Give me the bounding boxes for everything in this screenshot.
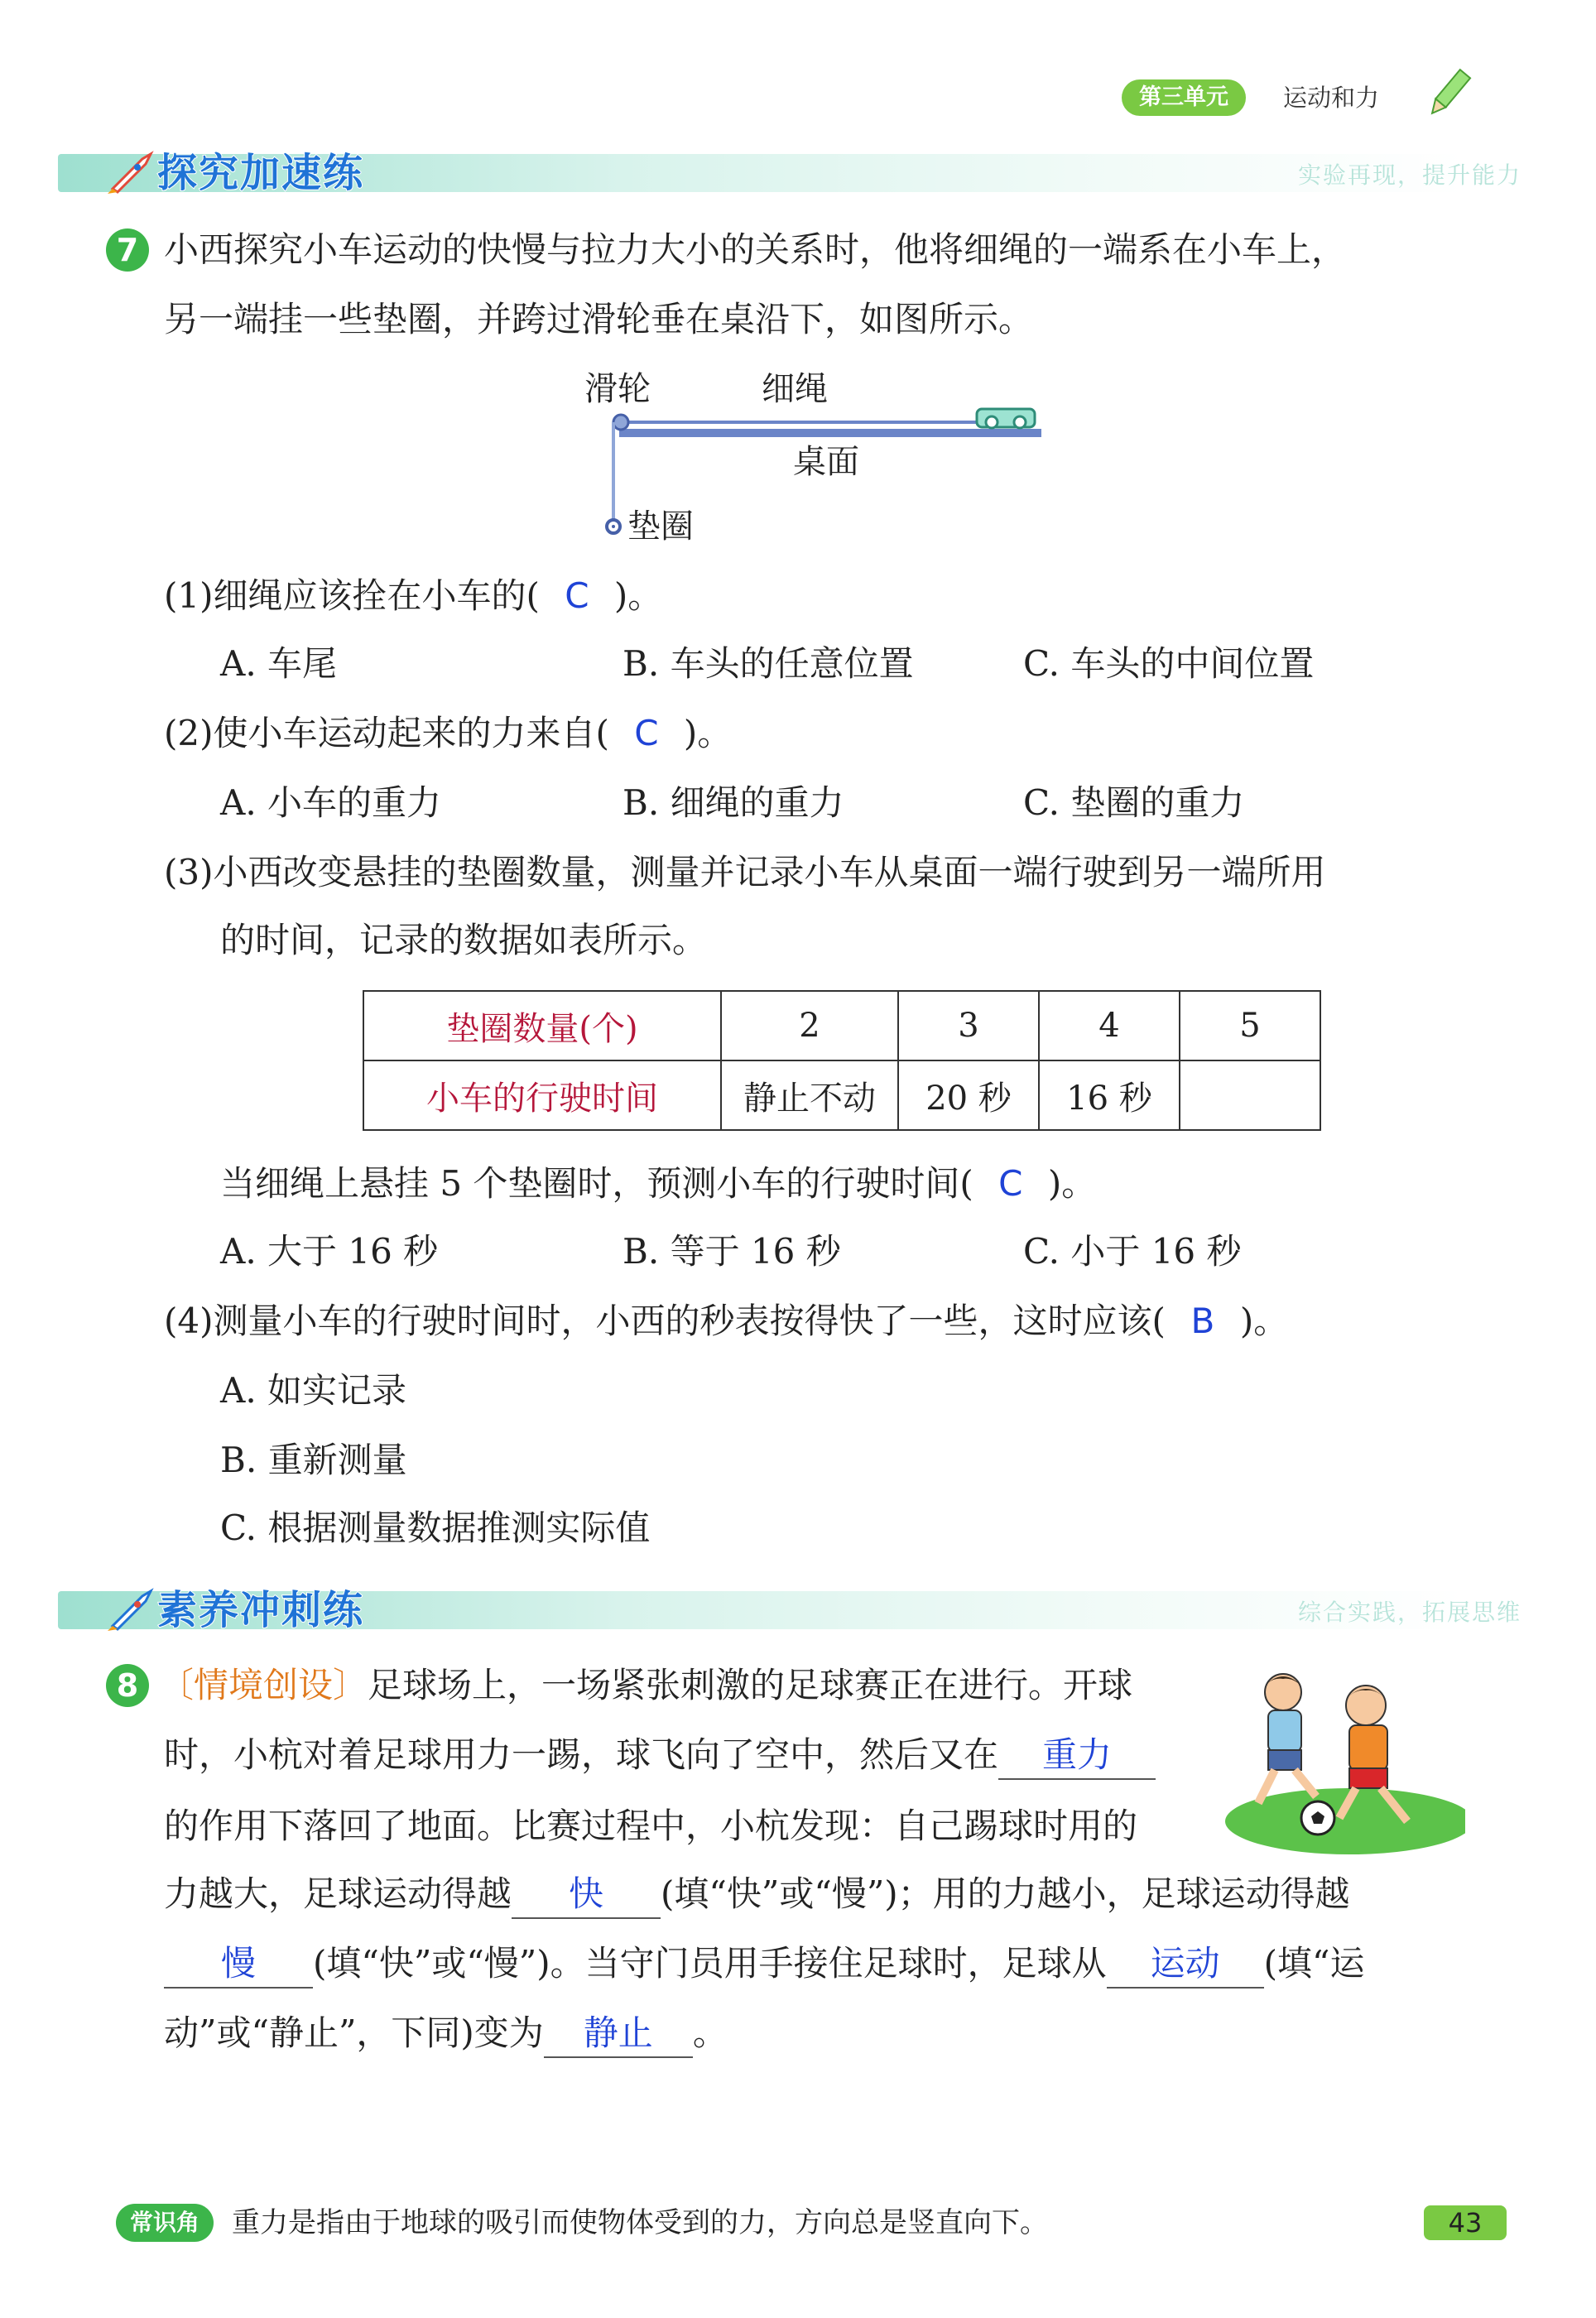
q8-blank-4: 运动 xyxy=(1107,1940,1264,1989)
q7-sub3-question-end: )。 xyxy=(1047,1163,1097,1204)
q7-sub1-stem-text: (1)细绳应该拴在小车的( xyxy=(164,575,540,616)
table-cell: 静止不动 xyxy=(721,1060,898,1130)
section-title-practice: 探究加速练 xyxy=(157,150,365,196)
figure-label-washer: 垫圈 xyxy=(627,507,694,546)
figure-label-table: 桌面 xyxy=(793,443,859,481)
pulley-figure xyxy=(579,364,1076,563)
unit-badge: 第三单元 xyxy=(1122,79,1246,116)
q7-sub4-stem-text: (4)测量小车的行驶时间时，小西的秒表按得快了一些，这时应该( xyxy=(164,1301,1166,1341)
table-row-header: 垫圈数量(个) xyxy=(363,991,721,1060)
q7-sub4-option-c: C. 根据测量数据推测实际值 xyxy=(220,1508,651,1548)
q7-sub2-option-a: A. 小车的重力 xyxy=(220,782,442,823)
q7-sub1-stem xyxy=(164,571,662,621)
table-cell: 4 xyxy=(1039,991,1180,1060)
table-row xyxy=(363,1060,1320,1130)
q8-blank-5: 静止 xyxy=(544,2010,693,2058)
table-row-header: 小车的行驶时间 xyxy=(363,1060,721,1130)
tip-text: 重力是指由于地球的吸引而使物体受到的力，方向总是竖直向下。 xyxy=(232,2206,1048,2239)
q8-line4 xyxy=(164,1869,1350,1919)
section-subtitle-literacy: 综合实践，拓展思维 xyxy=(1297,1599,1521,1626)
q7-sub3-question xyxy=(220,1159,1096,1209)
q7-sub3-option-c: C. 小于 16 秒 xyxy=(1023,1231,1242,1272)
q8-line4-text-after: (填“快”或“慢”)；用的力越小，足球运动得越 xyxy=(661,1873,1350,1914)
q8-line6-text: 动”或“静止”，下同)变为 xyxy=(164,2013,544,2053)
q7-sub2-option-b: B. 细绳的重力 xyxy=(623,782,844,823)
section-subtitle-practice: 实验再现，提升能力 xyxy=(1297,161,1521,189)
table-row xyxy=(363,991,1320,1060)
q8-line1-text: 足球场上，一场紧张刺激的足球赛正在进行。开球 xyxy=(368,1665,1133,1705)
soccer-players-illustration xyxy=(1225,1656,1465,1854)
q7-sub3-answer: C xyxy=(998,1163,1023,1204)
q7-sub2-stem xyxy=(164,709,732,758)
q7-sub3-stem-line2: 的时间，记录的数据如表所示。 xyxy=(220,920,708,960)
q7-sub1-option-c: C. 车头的中间位置 xyxy=(1023,643,1315,684)
table-cell xyxy=(1180,1060,1320,1130)
q7-sub3-stem-line1: (3)小西改变悬挂的垫圈数量，测量并记录小车从桌面一端行驶到另一端所用 xyxy=(164,852,1326,892)
question-number-7: 7 xyxy=(106,228,149,272)
question-number-8: 8 xyxy=(106,1664,149,1707)
section-band-practice xyxy=(0,149,1596,197)
figure-label-rope: 细绳 xyxy=(762,370,828,408)
q8-line5-text-after: (填“运 xyxy=(1263,1943,1365,1984)
q8-line1 xyxy=(159,1661,1132,1710)
q8-line5 xyxy=(164,1939,1365,1989)
q7-sub2-stem-text: (2)使小车运动起来的力来自( xyxy=(164,713,609,753)
data-table xyxy=(363,990,1321,1131)
figure-label-pulley: 滑轮 xyxy=(584,370,651,408)
q7-sub4-option-a: A. 如实记录 xyxy=(220,1370,407,1411)
tip-badge: 常识角 xyxy=(116,2204,214,2242)
q8-context-tag: 〔情境创设〕 xyxy=(159,1665,368,1705)
q8-line3: 的作用下落回了地面。比赛过程中，小杭发现：自己踢球时用的 xyxy=(164,1806,1138,1846)
q8-line2-text: 时，小杭对着足球用力一踢，球飞向了空中，然后又在 xyxy=(164,1734,999,1775)
unit-title: 运动和力 xyxy=(1283,84,1380,112)
q8-blank-1: 重力 xyxy=(998,1732,1156,1780)
q7-sub1-answer: C xyxy=(565,575,589,616)
q7-stem-line1: 小西探究小车运动的快慢与拉力大小的关系时，他将细绳的一端系在小车上， xyxy=(164,229,1347,270)
q7-sub4-option-b: B. 重新测量 xyxy=(220,1440,407,1480)
q7-sub1-option-b: B. 车头的任意位置 xyxy=(623,643,914,684)
cart-icon xyxy=(977,409,1035,428)
table-cell: 2 xyxy=(721,991,898,1060)
q8-line6 xyxy=(164,2008,728,2058)
q8-line6-end: 。 xyxy=(692,2013,728,2053)
table-cell: 16 秒 xyxy=(1039,1060,1180,1130)
section-title-literacy: 素养冲刺练 xyxy=(157,1587,365,1633)
q8-blank-2: 快 xyxy=(512,1871,661,1919)
q8-line4-text: 力越大，足球运动得越 xyxy=(164,1873,512,1914)
q7-sub4-answer: B xyxy=(1190,1301,1215,1341)
rocket-icon xyxy=(106,1588,157,1633)
q7-sub1-option-a: A. 车尾 xyxy=(220,643,338,684)
q8-blank-3: 慢 xyxy=(164,1940,313,1989)
table-cell: 3 xyxy=(898,991,1039,1060)
q7-sub4-stem xyxy=(164,1296,1288,1346)
q7-sub1-stem-end: )。 xyxy=(613,575,663,616)
q7-sub3-question-text: 当细绳上悬挂 5 个垫圈时，预测小车的行驶时间( xyxy=(220,1163,973,1204)
q7-sub2-stem-end: )。 xyxy=(683,713,733,753)
q8-line2 xyxy=(164,1730,1156,1780)
q8-line5-text: (填“快”或“慢”)。当守门员用手接住足球时，足球从 xyxy=(313,1943,1107,1984)
q7-sub3-option-b: B. 等于 16 秒 xyxy=(623,1231,841,1272)
section-band-literacy xyxy=(0,1586,1596,1634)
table-cell: 20 秒 xyxy=(898,1060,1039,1130)
q7-sub2-option-c: C. 垫圈的重力 xyxy=(1023,782,1245,823)
table-cell: 5 xyxy=(1180,991,1320,1060)
page-number: 43 xyxy=(1424,2205,1507,2240)
rocket-icon xyxy=(106,151,157,195)
q7-stem-line2: 另一端挂一些垫圈，并跨过滑轮垂在桌沿下，如图所示。 xyxy=(164,299,1034,339)
q7-sub3-option-a: A. 大于 16 秒 xyxy=(220,1231,439,1272)
pencil-icon xyxy=(1424,65,1473,123)
q7-sub2-answer: C xyxy=(634,713,659,753)
q7-sub4-stem-end: )。 xyxy=(1239,1301,1289,1341)
